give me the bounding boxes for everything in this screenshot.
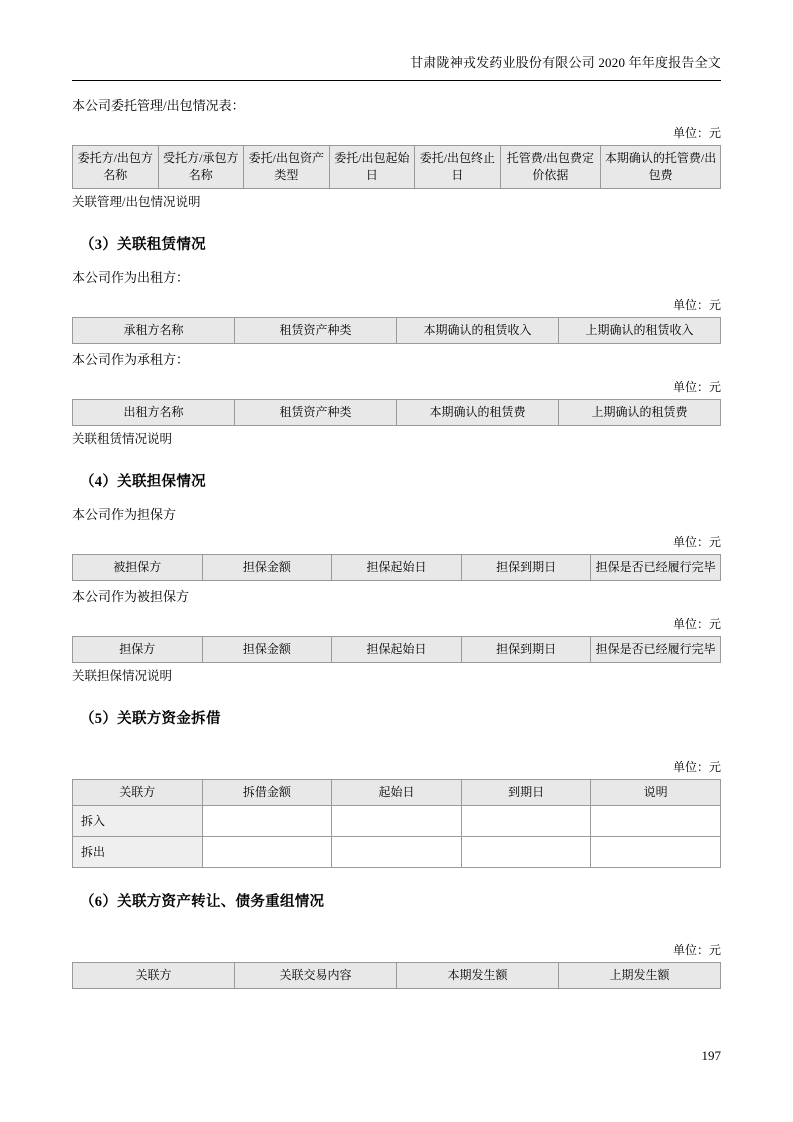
column-header: 受托方/承包方名称 <box>158 146 244 189</box>
table-cell <box>591 806 721 837</box>
row-label: 拆出 <box>73 837 203 868</box>
column-header: 担保是否已经履行完毕 <box>591 555 721 581</box>
table-row <box>73 555 721 581</box>
column-header: 委托/出包终止日 <box>415 146 501 189</box>
unit-label-borrow: 单位：元 <box>672 760 721 774</box>
column-header: 担保起始日 <box>332 555 462 581</box>
guaranteed-intro-text: 本公司作为被担保方 <box>72 589 190 604</box>
column-header: 本期确认的租赁收入 <box>397 318 559 344</box>
column-header: 拆借金额 <box>202 780 332 806</box>
unit-label-guarantor: 单位：元 <box>672 535 721 549</box>
spacer <box>72 742 721 750</box>
section-heading-5: （5）关联方资金拆借 <box>80 711 221 727</box>
column-header: 到期日 <box>461 780 591 806</box>
table-cell <box>461 837 591 868</box>
spacer <box>72 925 721 933</box>
unit-label-lessee: 单位：元 <box>672 380 721 394</box>
column-header: 担保方 <box>73 637 203 663</box>
column-header: 本期确认的托管费/出包费 <box>601 146 721 189</box>
entrust-table <box>72 145 721 189</box>
column-header: 委托方/出包方名称 <box>73 146 159 189</box>
column-header: 担保是否已经履行完毕 <box>591 637 721 663</box>
transfer-table <box>72 962 721 989</box>
column-header: 出租方名称 <box>73 400 235 426</box>
column-header: 委托/出包资产类型 <box>244 146 330 189</box>
guarantee-note-text: 关联担保情况说明 <box>72 669 173 683</box>
column-header: 被担保方 <box>73 555 203 581</box>
column-header: 担保到期日 <box>461 555 591 581</box>
section-heading-6: （6）关联方资产转让、债务重组情况 <box>80 894 325 910</box>
lessee-intro-text: 本公司作为承租方： <box>72 352 190 367</box>
guarantor-intro-text: 本公司作为担保方 <box>72 507 177 522</box>
table-row <box>73 837 721 868</box>
column-header: 起始日 <box>332 780 462 806</box>
section-heading-3: （3）关联租赁情况 <box>80 237 206 253</box>
header-divider <box>72 80 721 81</box>
table-row <box>73 780 721 806</box>
column-header: 上期确认的租赁费 <box>559 400 721 426</box>
column-header: 担保到期日 <box>461 637 591 663</box>
table-row <box>73 318 721 344</box>
guaranteed-table <box>72 636 721 663</box>
table-cell <box>332 806 462 837</box>
entrust-note-text: 关联管理/出包情况说明 <box>72 195 201 209</box>
borrow-table <box>72 779 721 868</box>
column-header: 本期发生额 <box>397 963 559 989</box>
page-content <box>72 90 721 991</box>
table-row <box>73 400 721 426</box>
row-label: 拆入 <box>73 806 203 837</box>
guarantor-table <box>72 554 721 581</box>
lease-note-text: 关联租赁情况说明 <box>72 432 173 446</box>
unit-label-guaranteed: 单位：元 <box>672 617 721 631</box>
column-header: 上期发生额 <box>559 963 721 989</box>
column-header: 担保金额 <box>202 637 332 663</box>
table-cell <box>202 837 332 868</box>
table-row <box>73 963 721 989</box>
column-header: 担保金额 <box>202 555 332 581</box>
column-header: 关联交易内容 <box>235 963 397 989</box>
column-header: 租赁资产种类 <box>235 400 397 426</box>
column-header: 上期确认的租赁收入 <box>559 318 721 344</box>
table-row <box>73 806 721 837</box>
table-row <box>73 637 721 663</box>
lessor-intro-text: 本公司作为出租方： <box>72 270 190 285</box>
table-cell <box>461 806 591 837</box>
page-number: 197 <box>701 1048 721 1063</box>
table-cell <box>591 837 721 868</box>
section-heading-4: （4）关联担保情况 <box>80 474 206 490</box>
unit-label-transfer: 单位：元 <box>672 943 721 957</box>
column-header: 委托/出包起始日 <box>329 146 415 189</box>
column-header: 说明 <box>591 780 721 806</box>
table-cell <box>202 806 332 837</box>
table-cell <box>332 837 462 868</box>
entrust-intro-text: 本公司委托管理/出包情况表： <box>72 98 245 113</box>
column-header: 承租方名称 <box>73 318 235 344</box>
column-header: 担保起始日 <box>332 637 462 663</box>
column-header: 关联方 <box>73 963 235 989</box>
column-header: 租赁资产种类 <box>235 318 397 344</box>
unit-label-entrust: 单位：元 <box>672 126 721 140</box>
lessee-table <box>72 399 721 426</box>
column-header: 关联方 <box>73 780 203 806</box>
column-header: 托管费/出包费定价依据 <box>500 146 600 189</box>
column-header: 本期确认的租赁费 <box>397 400 559 426</box>
page-header: 甘肃陇神戎发药业股份有限公司 2020 年年度报告全文 <box>410 55 721 70</box>
unit-label-lessor: 单位：元 <box>672 298 721 312</box>
lessor-table <box>72 317 721 344</box>
table-row <box>73 146 721 189</box>
